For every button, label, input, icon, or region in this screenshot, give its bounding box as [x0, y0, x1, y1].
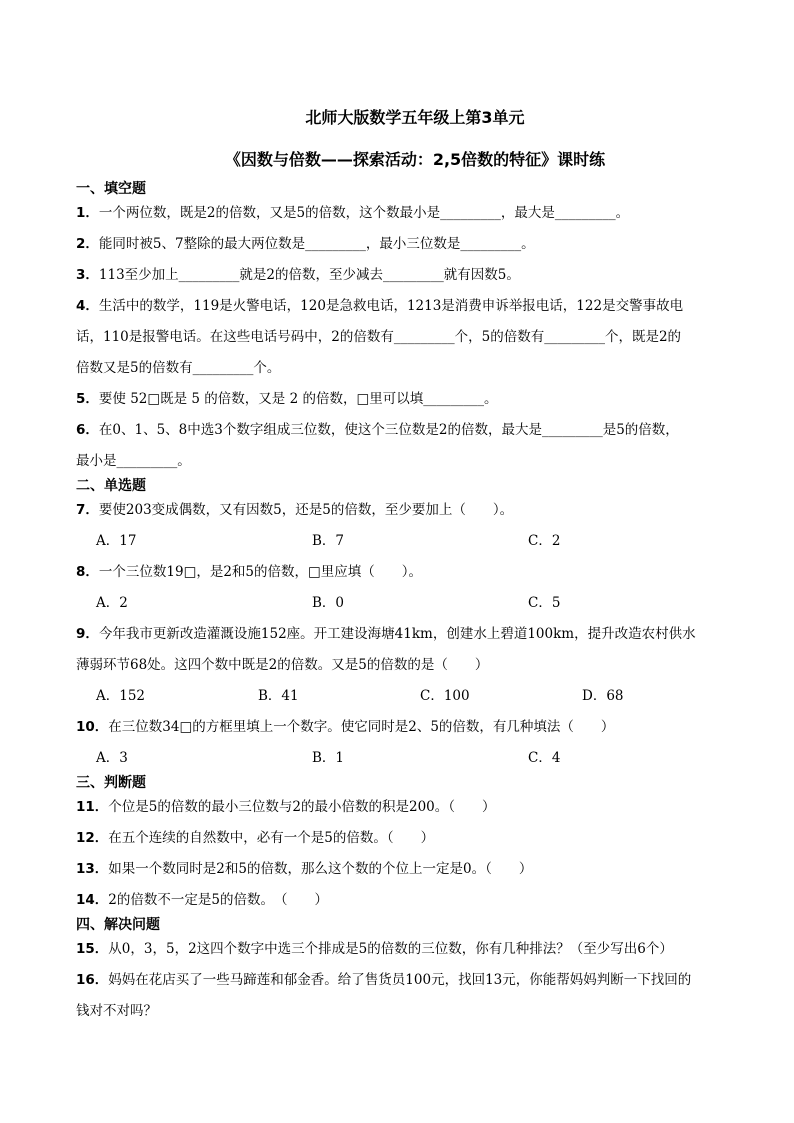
- question-10-options: [76, 743, 754, 774]
- question-4: [76, 291, 754, 322]
- option-a: A．3: [96, 750, 128, 766]
- page-title: 北师大版数学五年级上第3单元: [305, 108, 525, 127]
- question-number: 8．: [76, 564, 99, 580]
- option-c: C．4: [528, 750, 561, 766]
- question-14: [76, 885, 754, 916]
- question-8-options: [76, 588, 754, 619]
- question-number: 6．: [76, 422, 99, 438]
- option-c: C．5: [528, 595, 561, 611]
- question-text: 要使 52□既是 5 的倍数，又是 2 的倍数，□里可以填_________。: [98, 391, 498, 407]
- question-text: 一个两位数，既是2的倍数，又是5的倍数，这个数最小是_________，最大是_________。: [98, 205, 630, 221]
- option-b: B．0: [312, 595, 345, 611]
- question-text: 如果一个数同时是2和5的倍数，那么这个数的个位上一定是0。（ ）: [108, 861, 533, 877]
- option-d: D．68: [582, 688, 624, 704]
- section-fill-in: 一、填空题: [76, 181, 146, 197]
- question-number: 4．: [76, 298, 99, 314]
- option-b: B．7: [312, 533, 345, 549]
- question-7-options: [76, 526, 754, 557]
- question-text: 113至少加上_________就是2的倍数，至少减去_________就有因数5。: [98, 267, 520, 283]
- question-number: 9．: [76, 626, 99, 642]
- question-number: 13．: [76, 861, 109, 877]
- question-text: 从0，3，5，2这四个数字中选三个排成是5的倍数的三位数，你有几种排法？（至少写出6个）: [108, 941, 673, 957]
- question-text: 今年我市更新改造灌溉设施152座。开工建设海塘41km，创建水上碧道100km，提升改造农村供水: [98, 626, 696, 642]
- question-10: [76, 712, 754, 743]
- question-6-line-2: 最小是_________。: [76, 453, 191, 469]
- question-12: [76, 823, 754, 854]
- question-11: [76, 792, 754, 823]
- question-6: [76, 415, 754, 446]
- question-number: 3．: [76, 267, 99, 283]
- question-3: [76, 260, 754, 291]
- question-number: 14．: [76, 892, 109, 908]
- question-4-line-2: 话，110是报警电话。在这些电话号码中，2的倍数有_________个，5的倍数有_________个，既是2的: [76, 329, 682, 345]
- section-true-false: 三、判断题: [76, 775, 146, 791]
- question-number: 16．: [76, 972, 109, 988]
- question-9: [76, 619, 754, 650]
- question-4-line-3: 倍数又是5的倍数有_________个。: [76, 360, 281, 376]
- question-text: 能同时被5、7整除的最大两位数是_________，最小三位数是_________。: [98, 236, 535, 252]
- option-a: A．152: [96, 688, 146, 704]
- page-subtitle: 《因数与倍数——探索活动：2,5倍数的特征》课时练: [224, 150, 606, 169]
- question-text: 2的倍数不一定是5的倍数。 （ ）: [108, 892, 328, 908]
- question-1: [76, 198, 754, 229]
- question-number: 11．: [76, 799, 109, 815]
- question-number: 7．: [76, 502, 99, 518]
- question-text: 在五个连续的自然数中，必有一个是5的倍数。（ ）: [108, 830, 435, 846]
- question-number: 2．: [76, 236, 99, 252]
- question-number: 1．: [76, 205, 99, 221]
- question-number: 5．: [76, 391, 99, 407]
- question-7: [76, 495, 754, 526]
- section-problem-solving: 四、解决问题: [76, 917, 160, 933]
- question-text: 妈妈在花店买了一些马蹄莲和郁金香。给了售货员100元，找回13元，你能帮妈妈判断一下找回的: [108, 972, 692, 988]
- question-text: 在三位数34□的方框里填上一个数字。使它同时是2、5的倍数，有几种填法（ ）: [108, 719, 615, 735]
- question-9-options: [76, 681, 754, 712]
- option-a: A．2: [96, 595, 128, 611]
- question-16-line-2: 钱对不对吗？: [76, 1003, 157, 1019]
- question-text: 一个三位数19□，是2和5的倍数，□里应填（ ）。: [98, 564, 423, 580]
- question-8: [76, 557, 754, 588]
- section-multiple-choice: 二、单选题: [76, 478, 146, 494]
- option-a: A．17: [96, 533, 137, 549]
- question-13: [76, 854, 754, 885]
- question-2: [76, 229, 754, 260]
- question-text: 要使203变成偶数，又有因数5，还是5的倍数，至少要加上（ ）。: [98, 502, 514, 518]
- question-16: [76, 965, 754, 996]
- question-text: 个位是5的倍数的最小三位数与2的最小倍数的积是200。（ ）: [108, 799, 496, 815]
- option-b: B．41: [258, 688, 299, 704]
- option-c: C．100: [420, 688, 470, 704]
- question-15: [76, 934, 754, 965]
- question-9-line-2: 薄弱环节68处。这四个数中既是2的倍数。又是5的倍数的是（ ）: [76, 657, 489, 673]
- question-number: 12．: [76, 830, 109, 846]
- question-text: 在0、1、5、8中选3个数字组成三位数，使这个三位数是2的倍数，最大是_________是5的倍数，: [98, 422, 679, 438]
- question-text: 生活中的数学，119是火警电话，120是急救电话，1213是消费申诉举报电话，122是交警事故电: [98, 298, 684, 314]
- question-number: 10．: [76, 719, 109, 735]
- option-c: C．2: [528, 533, 561, 549]
- question-5: [76, 384, 754, 415]
- question-number: 15．: [76, 941, 109, 957]
- option-b: B．1: [312, 750, 345, 766]
